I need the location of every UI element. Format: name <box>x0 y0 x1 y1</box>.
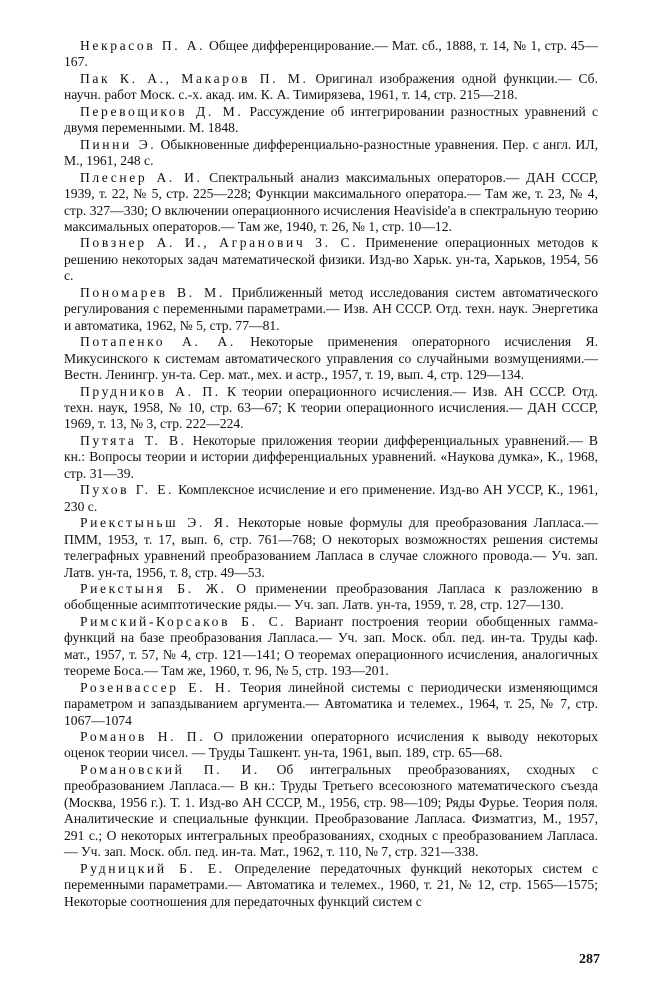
reference-entry <box>64 762 598 861</box>
reference-author: Прудников А. П. <box>80 383 221 399</box>
reference-text: Обыкновенные дифференциально-разностные уравнения. Пер. с англ. ИЛ, М., 1961, 248 с. <box>64 136 598 169</box>
reference-author: Потапенко А. А. <box>80 334 236 350</box>
reference-entry <box>64 334 598 383</box>
reference-text: Применение операционных методов к решению некоторых задач математической физики. Изд-во Харьк. ун-та, Харьков, 1954, 56 с. <box>64 235 598 284</box>
reference-entry <box>64 680 598 729</box>
reference-entry <box>64 729 598 762</box>
reference-author: Романовский П. И. <box>80 761 260 777</box>
reference-author: Пак К. А., Макаров П. М. <box>80 70 309 86</box>
reference-author: Перевощиков Д. М. <box>80 103 244 119</box>
reference-text: Приближенный метод исследования систем автоматического регулирования с переменными параметрами.— Изв. АН СССР. Отд. техн. наук. Энергетика и автоматика, 1962, № 5, стр. 77—81. <box>64 284 598 333</box>
reference-entry <box>64 384 598 433</box>
reference-entry <box>64 482 598 515</box>
reference-entry <box>64 137 598 170</box>
reference-entry <box>64 581 598 614</box>
reference-text: Некоторые приложения теории дифференциальных уравнений.— В кн.: Вопросы теории и истории дифференциальных уравнений. «Наукова думка», К., 1968, стр. 31—39. <box>64 432 598 481</box>
reference-entry <box>64 861 598 910</box>
reference-entry <box>64 71 598 104</box>
reference-text: О применении преобразования Лапласа к разложению в обобщенные асимптотические ряды.— Уч. зап. Латв. ун-та, 1959, т. 28, стр. 127—130. <box>64 580 598 613</box>
page-number: 287 <box>579 952 600 967</box>
reference-entry <box>64 285 598 334</box>
reference-entry <box>64 235 598 284</box>
reference-text: Вариант построения теории обобщенных гамма-функций на базе преобразования Лапласа.— Уч. зап. Моск. обл. пед. ин-та. Труды каф. мат., 1957, т. 57, № 4, стр. 121—141; О теоремах операционного исчисления, аналогичных теореме Боса.— Там же, 1960, т. 96, № 5, стр. 193—201. <box>64 613 598 679</box>
reference-author: Римский-Корсаков Б. С. <box>80 613 287 629</box>
reference-entry <box>64 104 598 137</box>
reference-text: Оригинал изображения одной функции.— Сб. научн. работ Моск. с.-х. акад. им. К. А. Тимирязева, 1961, т. 14, стр. 215—218. <box>64 70 598 103</box>
reference-list <box>64 38 598 910</box>
reference-text: Определение передаточных функций некоторых систем с переменными параметрами.— Автоматика и телемех., 1960, т. 21, № 12, стр. 1565—1575; Некоторые соотношения для передаточных функций систем с <box>64 860 598 909</box>
reference-text: Об интегральных преобразованиях, сходных с преобразованием Лапласа.— В кн.: Труды Третьего всесоюзного математического съезда (Москва, 1956 г.). Т. 1. Изд-во АН СССР, М., 1956, стр. 98—109; Ряды Фурье. Теория поля. Аналитические и специальные функции. Преобразование Лапласа. Физматгиз, М., 1957, 291 с.; О некоторых интегральных преобразованиях, сходных с преобразованием Лапласа.— Уч. зап. Моск. обл. пед. ин-та. Мат., 1962, т. 110, № 7, стр. 321—338. <box>64 761 599 860</box>
reference-author: Плеснер А. И. <box>80 169 203 185</box>
reference-author: Пухов Г. Е. <box>80 482 175 498</box>
reference-entry <box>64 38 598 71</box>
reference-author: Повзнер А. И., Агранович З. С. <box>80 235 359 251</box>
reference-entry <box>64 170 598 236</box>
reference-author: Риекстыньш Э. Я. <box>80 515 232 531</box>
reference-author: Розенвассер Е. Н. <box>80 679 234 695</box>
reference-entry <box>64 515 598 581</box>
reference-text: Теория линейной системы с периодически изменяющимся параметром и запаздыванием аргумента.— Автоматика и телемех., 1964, т. 25, № 7, стр. 1067—1074 <box>64 679 598 728</box>
reference-text: О приложении операторного исчисления к выводу некоторых оценок теории чисел. — Труды Ташкент. ун-та, 1961, вып. 189, стр. 65—68. <box>64 729 598 761</box>
reference-author: Пинни Э. <box>80 136 157 152</box>
reference-author: Некрасов П. А. <box>80 38 206 53</box>
reference-entry <box>64 614 598 680</box>
reference-text: Некоторые новые формулы для преобразования Лапласа.—ПММ, 1953, т. 17, вып. 6, стр. 761—768; О некоторых возможностях решения системы телеграфных уравнений преобразованием Лапласа в случае сложного провода.— Уч. зап. Латв. ун-та, 1956, т. 8, стр. 49—53. <box>64 515 598 580</box>
reference-author: Риекстыня Б. Ж. <box>80 580 227 596</box>
reference-text: Рассуждение об интегрировании разностных уравнений с двумя переменными. М. 1848. <box>64 103 598 136</box>
reference-text: Некоторые применения операторного исчисления Я. Микусинского к системам автоматического управления со случайными возмущениями.— Вестн. Ленингр. ун-та. Сер. мат., мех. и астр., 1957, т. 19, вып. 4, стр. 129—134. <box>64 334 599 383</box>
reference-text: Спектральный анализ максимальных операторов.— ДАН СССР, 1939, т. 22, № 5, стр. 225—228; Функции максимального оператора.— Там же, т. 23, № 4, стр. 327—330; О включении операционного исчисления Heaviside'а в спектральную теорию максимальных операторов.— Там же, 1940, т. 26, № 1, стр. 10—12. <box>64 169 598 234</box>
reference-text: Комплексное исчисление и его применение. Изд-во АН УССР, К., 1961, 230 с. <box>64 482 598 514</box>
reference-author: Пономарев В. М. <box>80 284 225 300</box>
reference-author: Путята Т. В. <box>80 432 187 448</box>
reference-entry <box>64 433 598 482</box>
reference-author: Романов Н. П. <box>80 729 206 745</box>
reference-text: Общее дифференцирование.— Мат. сб., 1888, т. 14, № 1, стр. 45—167. <box>64 38 598 70</box>
reference-text: К теории операционного исчисления.— Изв. АН СССР. Отд. техн. наук, 1958, № 10, стр. 63—67; К теории операционного исчисления.— ДАН СССР, 1969, т. 13, № 3, стр. 222—224. <box>64 383 598 432</box>
reference-author: Рудницкий Б. Е. <box>80 860 225 876</box>
